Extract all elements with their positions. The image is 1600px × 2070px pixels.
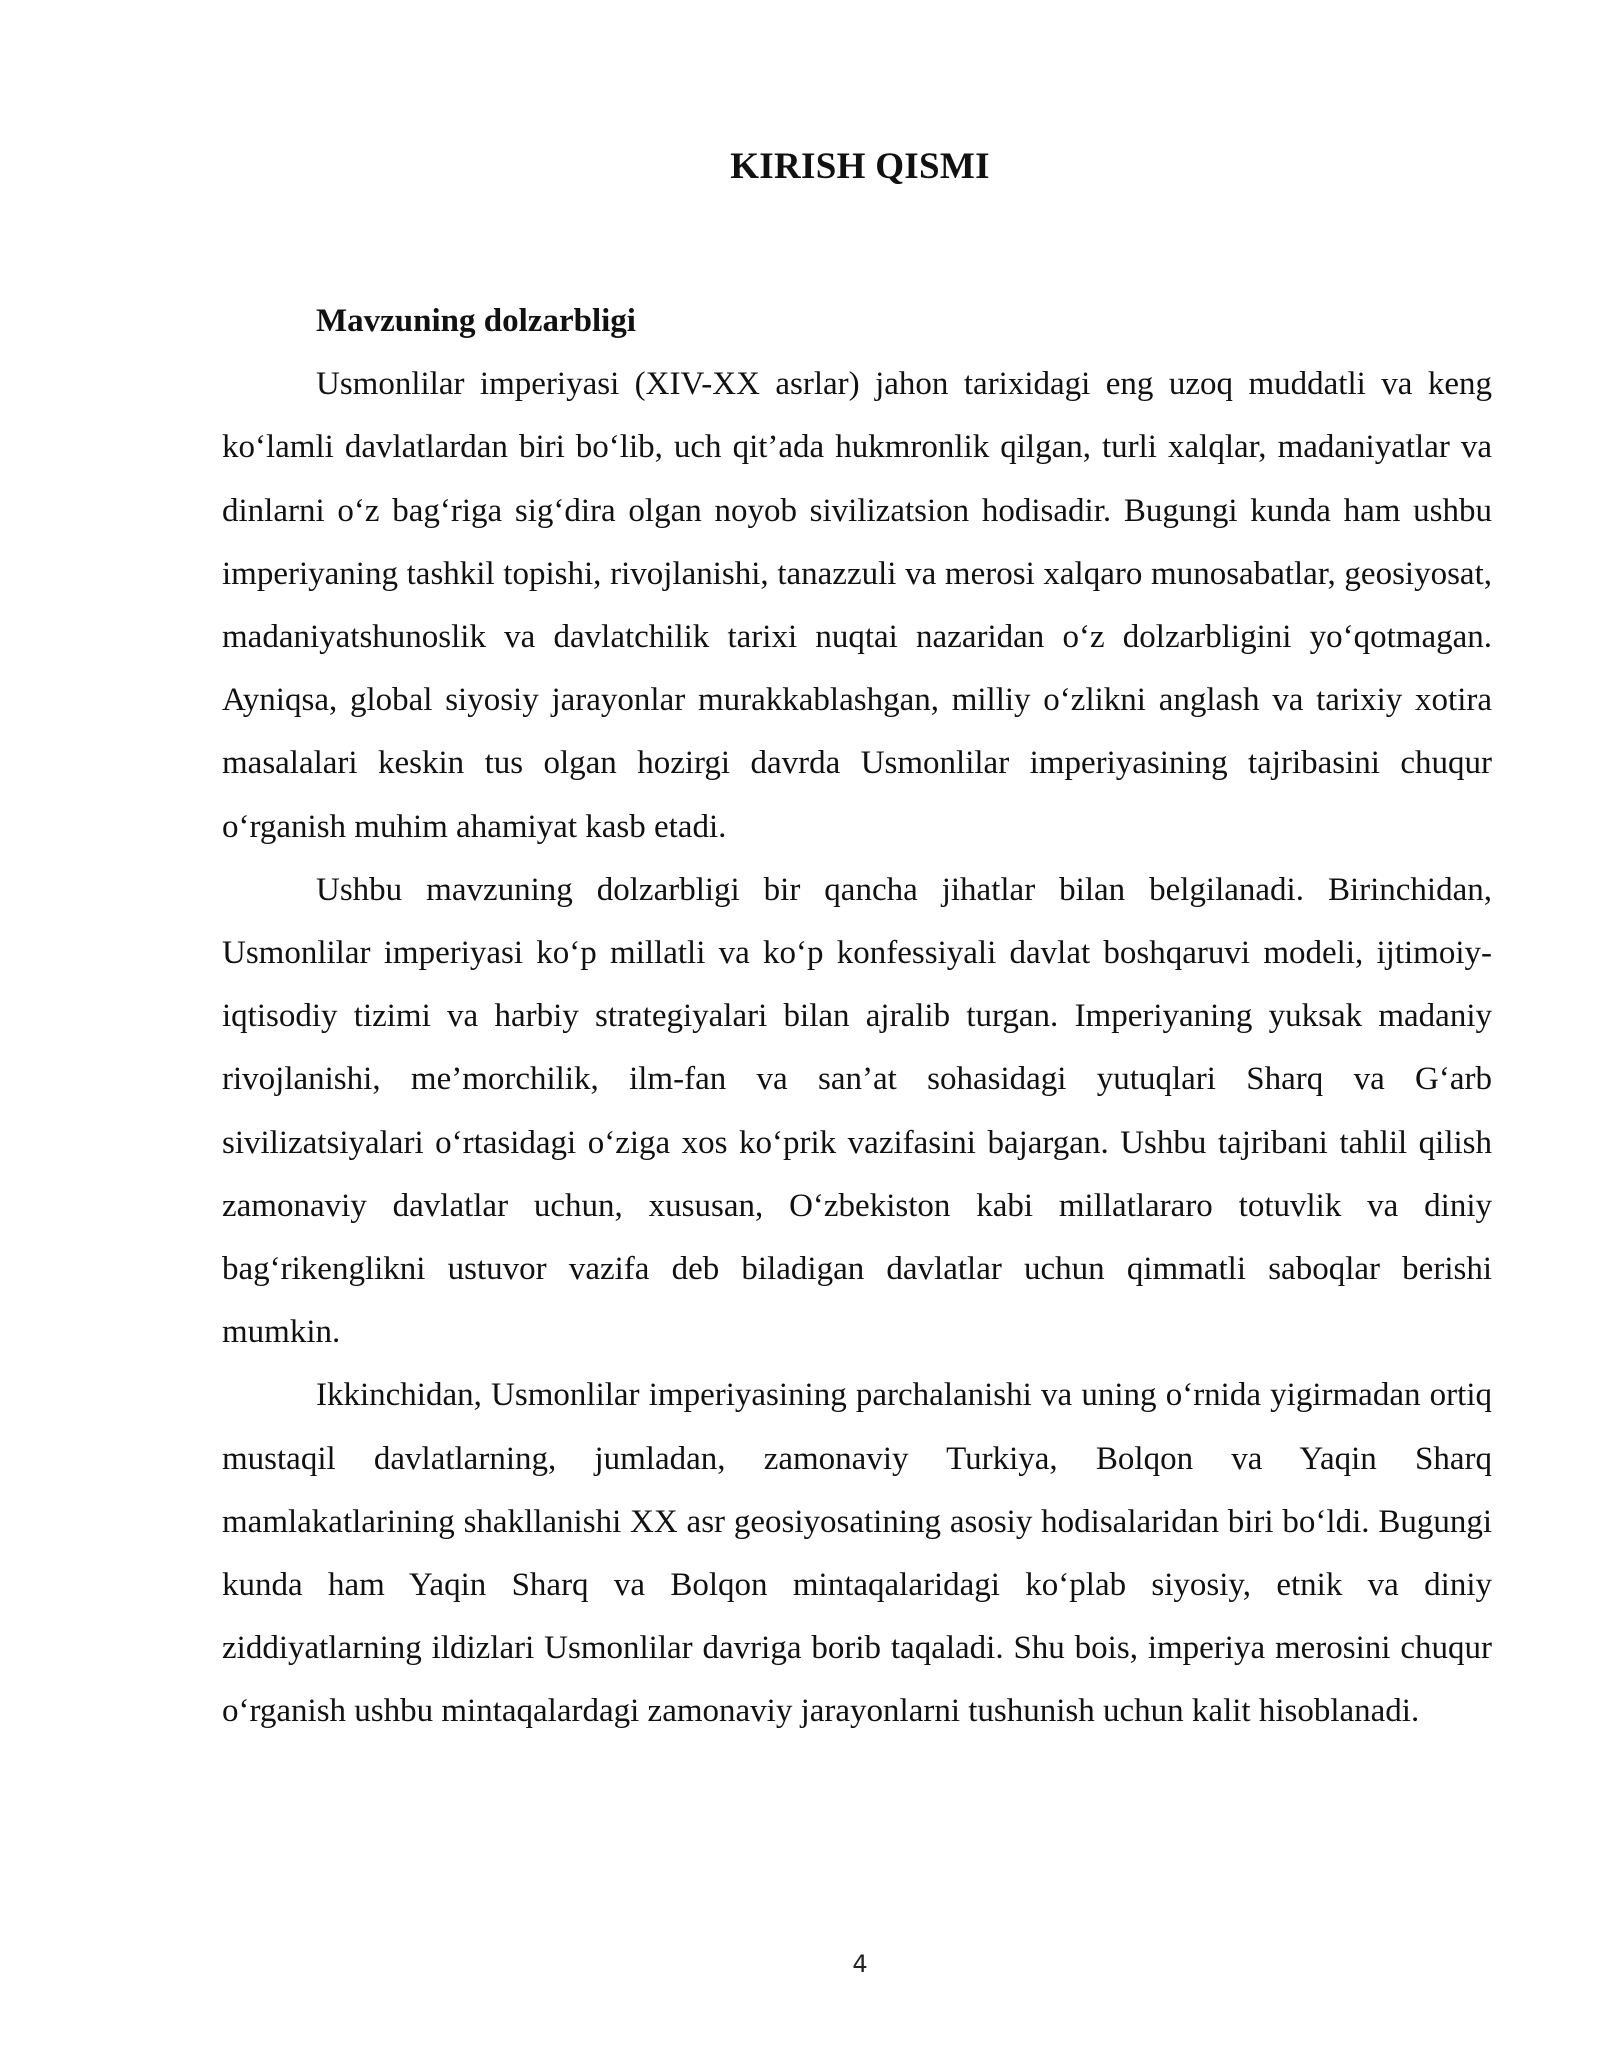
document-body	[222, 290, 1492, 1744]
page-number: 4	[852, 1950, 868, 1978]
paragraph-2: Ushbu mavzuning dolzarbligi bir qancha jihatlar bilan belgilanadi. Birinchidan, Usmonlilar imperiyasi ko‘p millatli va ko‘p konfessiyali davlat boshqaruvi modeli, ijtimoiy-iqtisodiy tizimi va harbiy strategiyalari bilan ajralib turgan. Imperiyaning yuksak madaniy rivojlanishi, me’morchilik, ilm-fan va san’at sohasidagi yutuqlari Sharq va G‘arb sivilizatsiyalari o‘rtasidagi o‘ziga xos ko‘prik vazifasini bajargan. Ushbu tajribani tahlil qilish zamonaviy davlatlar uchun, xususan, O‘zbekiston kabi millatlararo totuvlik va diniy bag‘rikenglikni ustuvor vazifa deb biladigan davlatlar uchun qimmatli saboqlar berishi mumkin.	[222, 871, 1492, 1351]
paragraph-3: Ikkinchidan, Usmonlilar imperiyasining parchalanishi va uning o‘rnida yigirmadan ortiq mustaqil davlatlarning, jumladan, zamonaviy Turkiya, Bolqon va Yaqin Sharq mamlakatlarining shakllanishi XX asr geosiyosatining asosiy hodisalaridan biri bo‘ldi. Bugungi kunda ham Yaqin Sharq va Bolqon mintaqalaridagi ko‘plab siyosiy, etnik va diniy ziddiyatlarning ildizlari Usmonlilar davriga borib taqaladi. Shu bois, imperiya merosini chuqur o‘rganish ushbu mintaqalardagi zamonaviy jarayonlarni tushunish uchun kalit hisoblanadi.	[222, 1377, 1492, 1730]
paragraph-1: Usmonlilar imperiyasi (XIV-XX asrlar) jahon tarixidagi eng uzoq muddatli va keng ko‘lamli davlatlardan biri bo‘lib, uch qit’ada hukmronlik qilgan, turli xalqlar, madaniyatlar va dinlarni o‘z bag‘riga sig‘dira olgan noyob sivilizatsion hodisadir. Bugungi kunda ham ushbu imperiyaning tashkil topishi, rivojlanishi, tanazzuli va merosi xalqaro munosabatlar, geosiyosat, madaniyatshunoslik va davlatchilik tarixi nuqtai nazaridan o‘z dolzarbligini yo‘qotmagan. Ayniqsa, global siyosiy jarayonlar murakkablashgan, milliy o‘zlikni anglash va tarixiy xotira masalalari keskin tus olgan hozirgi davrda Usmonlilar imperiyasining tajribasini chuqur o‘rganish muhim ahamiyat kasb etadi.	[222, 366, 1492, 845]
section-heading: Mavzuning dolzarbligi	[316, 303, 636, 339]
page-title: KIRISH QISMI	[730, 146, 990, 187]
